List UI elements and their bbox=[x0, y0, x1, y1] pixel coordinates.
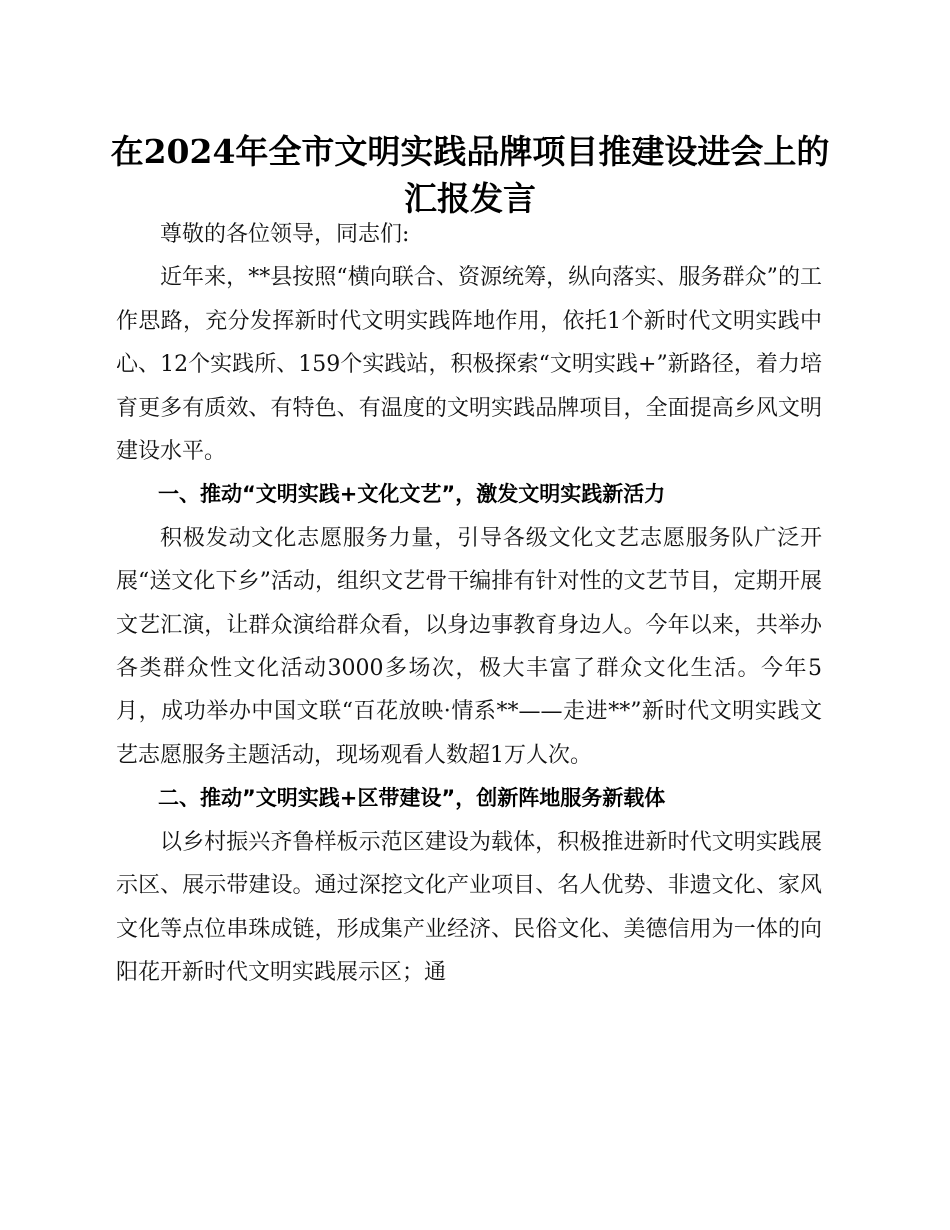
intro-paragraph: 近年来，**县按照“横向联合、资源统筹，纵向落实、服务群众”的工作思路，充分发挥新时代文明实践阵地作用，依托1个新时代文明实践中心、12个实践所、159个实践站，积极探索“文明实践+”新路径，着力培育更多有质效、有特色、有温度的文明实践品牌项目，全面提高乡风文明建设水平。 bbox=[116, 265, 822, 465]
document-title: 在2024年全市文明实践品牌项目推建设进会上的汇报发言 bbox=[110, 132, 830, 218]
section-2-heading: 二、推动”文明实践+区带建设”，创新阵地服务新载体 bbox=[158, 786, 666, 811]
salutation: 尊敬的各位领导，同志们: bbox=[160, 222, 410, 247]
section-2-paragraph: 以乡村振兴齐鲁样板示范区建设为载体，积极推进新时代文明实践展示区、展示带建设。通过深挖文化产业项目、名人优势、非遗文化、家风文化等点位串珠成链，形成集产业经济、民俗文化、美德信用为一体的向阳花开新时代文明实践展示区；通 bbox=[116, 829, 822, 985]
section-1-paragraph: 积极发动文化志愿服务力量，引导各级文化文艺志愿服务队广泛开展“送文化下乡”活动，组织文艺骨干编排有针对性的文艺节目，定期开展文艺汇演，让群众演给群众看，以身边事教育身边人。今年以来，共举办各类群众性文化活动3000多场次，极大丰富了群众文化生活。今年5月，成功举办中国文联“百花放映·情系**——走进**”新时代文明实践文艺志愿服务主题活动，现场观看人数超1万人次。 bbox=[116, 525, 822, 768]
section-1-heading: 一、推动“文明实践+文化文艺”，激发文明实践新活力 bbox=[158, 482, 666, 507]
document-body bbox=[116, 213, 822, 994]
